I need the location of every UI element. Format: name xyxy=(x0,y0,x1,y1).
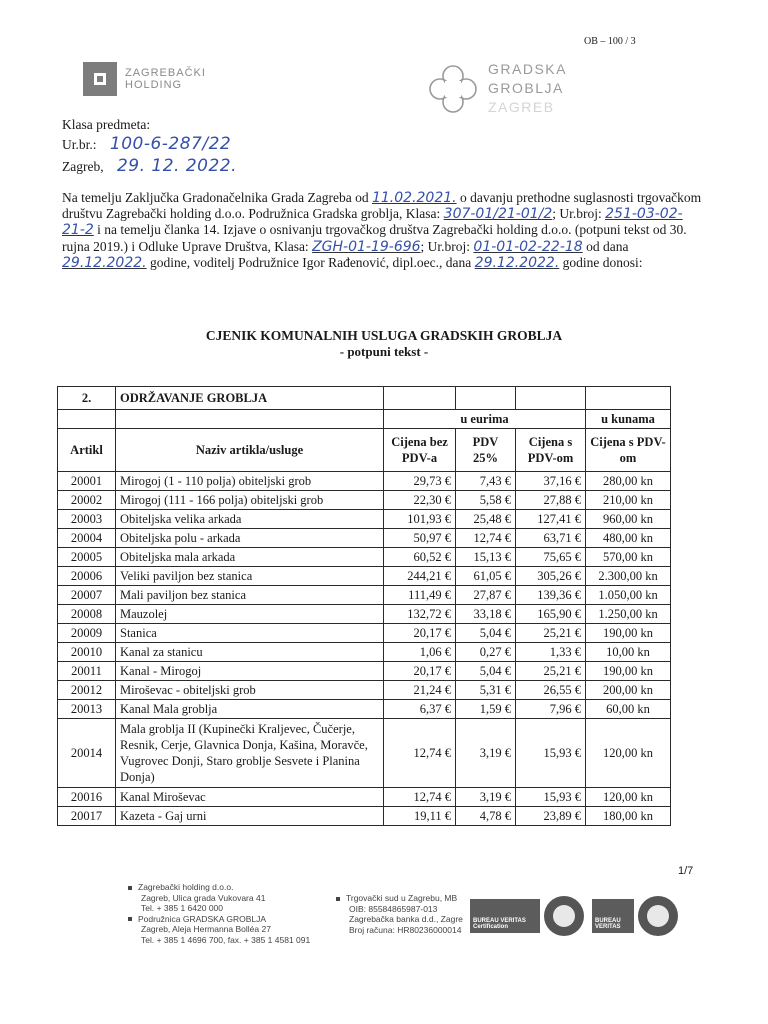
price-vat: 7,43 € xyxy=(456,472,516,491)
artikl-code: 20003 xyxy=(58,510,116,529)
artikl-code: 20002 xyxy=(58,491,116,510)
footer-left-line: Zagreb, Ulica grada Vukovara 41 xyxy=(141,892,266,903)
urbr-label: Ur.br.: xyxy=(62,137,97,152)
intro-text-7: godine, voditelj Podružnice Igor Rađenović, dipl.oec., dana xyxy=(146,254,475,270)
price-gross-eur: 15,93 € xyxy=(516,788,586,807)
service-name: Obiteljska mala arkada xyxy=(116,548,384,567)
header-row xyxy=(58,429,671,472)
price-gross-eur: 305,26 € xyxy=(516,567,586,586)
price-gross-eur: 63,71 € xyxy=(516,529,586,548)
groblja-logo-line3: ZAGREB xyxy=(488,99,555,115)
service-name: Mirogoj (1 - 110 polja) obiteljski grob xyxy=(116,472,384,491)
klasa-label: Klasa predmeta: xyxy=(62,117,151,132)
price-gross-kn: 280,00 kn xyxy=(586,472,671,491)
artikl-code: 20009 xyxy=(58,624,116,643)
intro-text-5: ; Ur.broj: xyxy=(420,238,474,254)
service-name: Kanal Mala groblja xyxy=(116,700,384,719)
table-row xyxy=(58,605,671,624)
handwritten-date-2: 29.12.2022. xyxy=(62,254,147,271)
price-vat: 0,27 € xyxy=(456,643,516,662)
artikl-code: 20001 xyxy=(58,472,116,491)
price-net: 21,24 € xyxy=(384,681,456,700)
service-name: Kazeta - Gaj urni xyxy=(116,807,384,826)
document-subtitle: - potpuni tekst - xyxy=(339,344,429,359)
artikl-code: 20016 xyxy=(58,788,116,807)
price-gross-kn: 2.300,00 kn xyxy=(586,567,671,586)
holding-logo-icon xyxy=(83,62,117,96)
service-name: Miroševac - obiteljski grob xyxy=(116,681,384,700)
price-gross-kn: 1.250,00 kn xyxy=(586,605,671,624)
handwritten-klasa-2: ZGH-01-19-696 xyxy=(312,238,421,255)
artikl-code: 20006 xyxy=(58,567,116,586)
col-header-artikl: Artikl xyxy=(58,429,116,472)
page-number: 1/7 xyxy=(678,865,694,877)
table-row xyxy=(58,719,671,788)
col-header-vat: PDV 25% xyxy=(456,429,516,472)
price-net: 19,11 € xyxy=(384,807,456,826)
price-gross-eur: 23,89 € xyxy=(516,807,586,826)
bureau-veritas-seal-icon xyxy=(544,896,584,936)
price-net: 111,49 € xyxy=(384,586,456,605)
handwritten-urbroj-2: 01-01-02-22-18 xyxy=(473,238,583,255)
price-vat: 3,19 € xyxy=(456,719,516,788)
price-net: 12,74 € xyxy=(384,719,456,788)
price-gross-eur: 25,21 € xyxy=(516,662,586,681)
price-vat: 4,78 € xyxy=(456,807,516,826)
table-row xyxy=(58,624,671,643)
artikl-code: 20008 xyxy=(58,605,116,624)
footer-left-line: Zagreb, Aleja Hermanna Bolléa 27 xyxy=(141,924,271,934)
price-gross-eur: 75,65 € xyxy=(516,548,586,567)
handwritten-date-3: 29.12.2022. xyxy=(474,254,560,271)
bv-cert-label-1: BUREAU VERITAS Certification xyxy=(470,899,540,933)
table-row xyxy=(58,548,671,567)
price-gross-eur: 25,21 € xyxy=(516,624,586,643)
price-gross-kn: 210,00 kn xyxy=(586,491,671,510)
footer-registry xyxy=(336,893,463,935)
footer-right-line: OIB: 85584865987-013 xyxy=(349,903,438,914)
handwritten-urbroj-1: 251-03-02-21-2 xyxy=(62,206,683,239)
table-row xyxy=(58,788,671,807)
intro-text-4: i na temelju članka 14. Izjave o osnivanju trgovačkog društva Zagrebački holding d.o.o. (potpuni tekst od 30. rujna 2019.) i Odluke Uprave Društva, Klasa: xyxy=(62,222,687,254)
table-row xyxy=(58,807,671,826)
price-table xyxy=(57,386,671,826)
price-vat: 61,05 € xyxy=(456,567,516,586)
price-net: 12,74 € xyxy=(384,788,456,807)
bv-cert-label-2: BUREAU VERITAS xyxy=(592,899,634,933)
service-name: Kanal za stanicu xyxy=(116,643,384,662)
price-net: 29,73 € xyxy=(384,472,456,491)
artikl-code: 20007 xyxy=(58,586,116,605)
price-gross-kn: 480,00 kn xyxy=(586,529,671,548)
currency-row xyxy=(58,410,671,429)
date-value: 29. 12. 2022. xyxy=(116,156,238,176)
zagrebacki-holding-logo xyxy=(83,62,206,96)
intro-text-8: godine donosi: xyxy=(559,254,643,270)
handwritten-klasa: 307-01/21-01/2 xyxy=(443,206,553,223)
price-vat: 1,59 € xyxy=(456,700,516,719)
artikl-code: 20010 xyxy=(58,643,116,662)
table-row xyxy=(58,567,671,586)
price-net: 50,97 € xyxy=(384,529,456,548)
service-name: Mali paviljon bez stanica xyxy=(116,586,384,605)
price-gross-kn: 10,00 kn xyxy=(586,643,671,662)
price-gross-eur: 127,41 € xyxy=(516,510,586,529)
price-gross-kn: 200,00 kn xyxy=(586,681,671,700)
artikl-code: 20014 xyxy=(58,719,116,788)
section-name: ODRŽAVANJE GROBLJA xyxy=(116,387,384,410)
price-net: 20,17 € xyxy=(384,624,456,643)
price-vat: 27,87 € xyxy=(456,586,516,605)
price-gross-kn: 190,00 kn xyxy=(586,624,671,643)
footer-address xyxy=(128,882,310,945)
price-gross-eur: 165,90 € xyxy=(516,605,586,624)
price-net: 22,30 € xyxy=(384,491,456,510)
footer-left-line: Tel. + 385 1 4696 700, fax. + 385 1 4581 091 xyxy=(141,934,311,945)
price-gross-eur: 26,55 € xyxy=(516,681,586,700)
intro-text-2: o davanju prethodne suglasnosti trgovačkom društvu Zagrebački holding d.o.o. Podružnica Gradska groblja, Klasa: xyxy=(62,190,702,222)
service-name: Mala groblja II (Kupinečki Kraljevec, Čučerje, Resnik, Cerje, Glavnica Donja, Kašina, Moravče, Vugrovec Donji, Staro groblje Sesvete i Planina Donja) xyxy=(116,719,384,788)
price-net: 60,52 € xyxy=(384,548,456,567)
service-name: Kanal - Mirogoj xyxy=(116,662,384,681)
footer-left-line: Zagrebački holding d.o.o. xyxy=(128,882,310,893)
form-code: OB – 100 / 3 xyxy=(584,36,636,47)
footer-right-line: Trgovački sud u Zagrebu, MB xyxy=(336,893,463,904)
table-row xyxy=(58,510,671,529)
intro-text-3: ; Ur.broj: xyxy=(552,206,606,222)
price-vat: 25,48 € xyxy=(456,510,516,529)
table-row xyxy=(58,586,671,605)
price-gross-kn: 190,00 kn xyxy=(586,662,671,681)
price-vat: 5,31 € xyxy=(456,681,516,700)
price-vat: 3,19 € xyxy=(456,788,516,807)
service-name: Kanal Miroševac xyxy=(116,788,384,807)
price-gross-eur: 27,88 € xyxy=(516,491,586,510)
intro-text-1: Na temelju Zaključka Gradonačelnika Grada Zagreba od xyxy=(62,190,369,205)
artikl-code: 20011 xyxy=(58,662,116,681)
document-title: CJENIK KOMUNALNIH USLUGA GRADSKIH GROBLJA xyxy=(205,328,563,343)
price-gross-kn: 570,00 kn xyxy=(586,548,671,567)
price-gross-kn: 1.050,00 kn xyxy=(586,586,671,605)
table-row xyxy=(58,529,671,548)
bureau-veritas-cert-2 xyxy=(592,896,678,936)
price-gross-kn: 960,00 kn xyxy=(586,510,671,529)
price-gross-kn: 60,00 kn xyxy=(586,700,671,719)
col-header-gross-eur: Cijena s PDV-om xyxy=(516,429,586,472)
bureau-veritas-seal-icon xyxy=(638,896,678,936)
artikl-code: 20013 xyxy=(58,700,116,719)
artikl-code: 20017 xyxy=(58,807,116,826)
table-row xyxy=(58,681,671,700)
price-vat: 12,74 € xyxy=(456,529,516,548)
groblja-logo-line1: GRADSKA xyxy=(488,61,567,77)
currency-kn-label: u kunama xyxy=(586,410,671,429)
city-label: Zagreb, xyxy=(62,159,104,174)
handwritten-date-1: 11.02.2021. xyxy=(371,190,457,206)
service-name: Obiteljska velika arkada xyxy=(116,510,384,529)
urbr-line xyxy=(62,134,231,154)
price-net: 20,17 € xyxy=(384,662,456,681)
price-net: 1,06 € xyxy=(384,643,456,662)
service-name: Mirogoj (111 - 166 polja) obiteljski grob xyxy=(116,491,384,510)
section-number: 2. xyxy=(58,387,116,410)
table-row xyxy=(58,662,671,681)
price-gross-eur: 37,16 € xyxy=(516,472,586,491)
intro-paragraph xyxy=(62,190,702,271)
price-vat: 5,58 € xyxy=(456,491,516,510)
price-vat: 15,13 € xyxy=(456,548,516,567)
price-gross-eur: 7,96 € xyxy=(516,700,586,719)
table-row xyxy=(58,643,671,662)
table-row xyxy=(58,700,671,719)
artikl-code: 20012 xyxy=(58,681,116,700)
col-header-net: Cijena bez PDV-a xyxy=(384,429,456,472)
table-row xyxy=(58,472,671,491)
gradska-groblja-logo xyxy=(426,60,567,117)
price-gross-eur: 1,33 € xyxy=(516,643,586,662)
price-net: 6,37 € xyxy=(384,700,456,719)
currency-eur-label: u eurima xyxy=(384,410,586,429)
price-net: 132,72 € xyxy=(384,605,456,624)
groblja-logo-line2: GROBLJA xyxy=(488,80,564,96)
col-header-gross-kn: Cijena s PDV-om xyxy=(586,429,671,472)
price-vat: 33,18 € xyxy=(456,605,516,624)
price-gross-eur: 139,36 € xyxy=(516,586,586,605)
bureau-veritas-cert-1 xyxy=(470,896,584,936)
price-gross-kn: 120,00 kn xyxy=(586,788,671,807)
col-header-naziv: Naziv artikla/usluge xyxy=(116,429,384,472)
price-vat: 5,04 € xyxy=(456,624,516,643)
footer-left-line: Tel. + 385 1 6420 000 xyxy=(141,903,223,913)
price-gross-kn: 120,00 kn xyxy=(586,719,671,788)
quatrefoil-icon xyxy=(426,62,480,116)
service-name: Stanica xyxy=(116,624,384,643)
date-line xyxy=(62,156,237,176)
footer-right-line: Broj računa: HR80236000014 xyxy=(349,924,462,935)
intro-text-6: od dana xyxy=(582,238,629,254)
service-name: Mauzolej xyxy=(116,605,384,624)
section-row xyxy=(58,387,671,410)
artikl-code: 20005 xyxy=(58,548,116,567)
footer-left-line: Podružnica GRADSKA GROBLJA xyxy=(128,914,310,925)
price-vat: 5,04 € xyxy=(456,662,516,681)
price-net: 244,21 € xyxy=(384,567,456,586)
holding-logo-line1: ZAGREBAČKI xyxy=(125,67,206,79)
price-gross-eur: 15,93 € xyxy=(516,719,586,788)
service-name: Obiteljska polu - arkada xyxy=(116,529,384,548)
price-net: 101,93 € xyxy=(384,510,456,529)
service-name: Veliki paviljon bez stanica xyxy=(116,567,384,586)
price-gross-kn: 180,00 kn xyxy=(586,807,671,826)
table-row xyxy=(58,491,671,510)
urbr-value: 100-6-287/22 xyxy=(109,134,232,154)
holding-logo-line2: HOLDING xyxy=(125,79,183,91)
footer-right-line: Zagrebačka banka d.d., Zagre xyxy=(349,914,463,924)
artikl-code: 20004 xyxy=(58,529,116,548)
